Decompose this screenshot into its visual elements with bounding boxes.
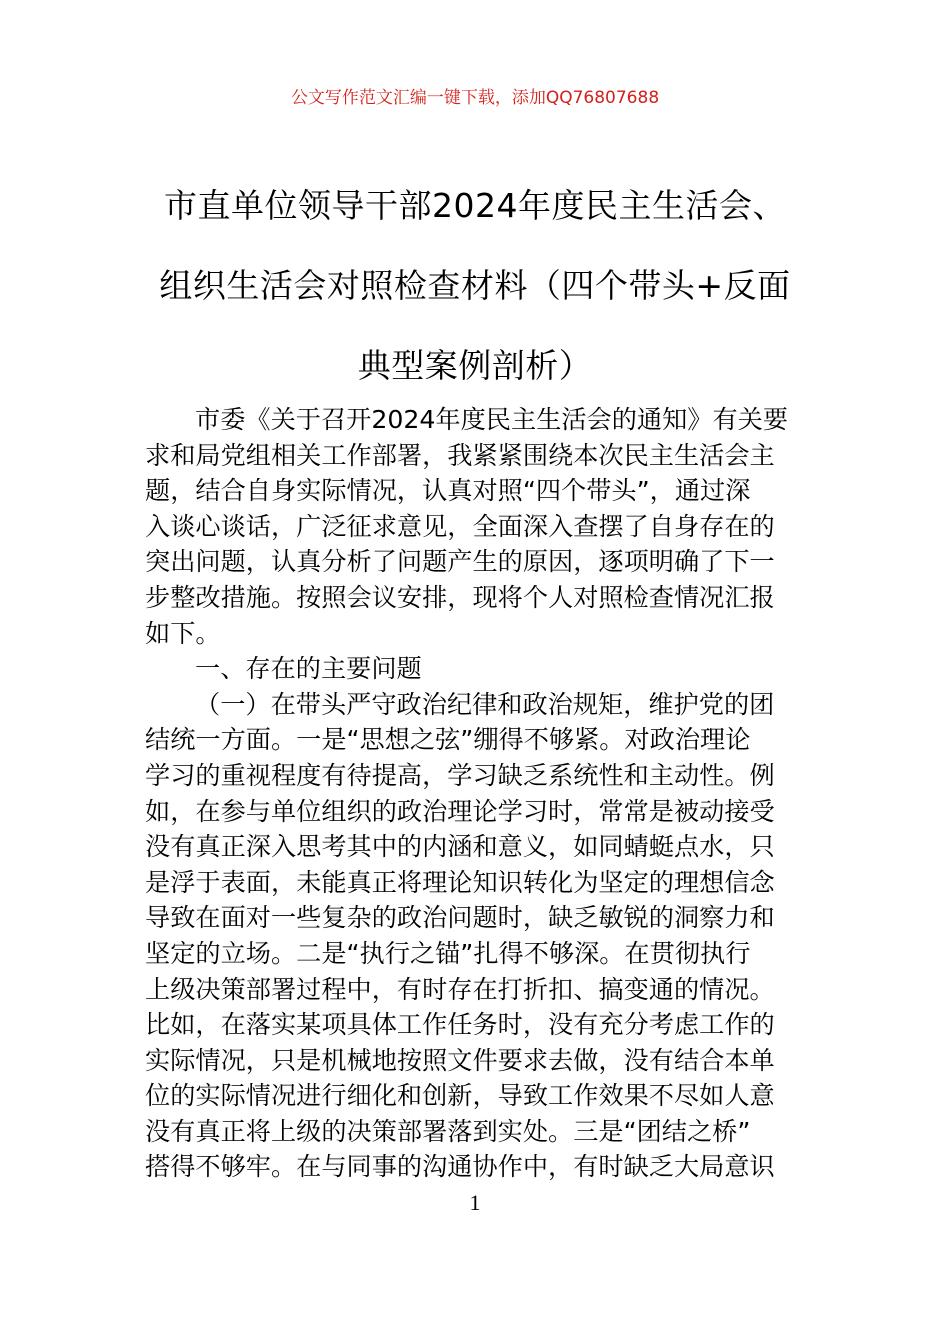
body-line: 是浮于表面，未能真正将理论知识转化为坚定的理想信念 — [145, 867, 775, 897]
body-line: 坚定的立场。二是“执行之锚”扎得不够深。在贯彻执行 — [145, 938, 751, 968]
page-number: 1 — [469, 1190, 481, 1215]
body-line: 搭得不够牢。在与同事的沟通协作中，有时缺乏大局意识 — [145, 1152, 775, 1182]
document-body — [145, 402, 811, 1185]
section-heading: 一、存在的主要问题 — [195, 654, 422, 684]
body-line: 如下。 — [145, 618, 221, 648]
body-line: 如，在参与单位组织的政治理论学习时，常常是被动接受 — [145, 796, 775, 826]
body-line: 比如，在落实某项具体工作任务时，没有充分考虑工作的 — [145, 1010, 775, 1040]
title-line-3: 典型案例剖析） — [357, 346, 593, 385]
body-line: 没有真正将上级的决策部署落到实处。三是“团结之桥” — [145, 1116, 751, 1146]
body-line: 没有真正深入思考其中的内涵和意义，如同蜻蜓点水，只 — [145, 832, 775, 862]
body-line: 实际情况，只是机械地按照文件要求去做，没有结合本单 — [145, 1045, 775, 1075]
header-banner: 公文写作范文汇编一键下载，添加QQ76807688 — [290, 88, 660, 108]
body-line: 突出问题，认真分析了问题产生的原因，逐项明确了下一 — [145, 547, 775, 577]
body-line: 求和局党组相关工作部署，我紧紧围绕本次民主生活会主 — [145, 440, 775, 470]
body-line: 导致在面对一些复杂的政治问题时，缺乏敏锐的洞察力和 — [145, 903, 775, 933]
title-line-2: 组织生活会对照检查材料（四个带头+反面 — [159, 266, 791, 305]
body-line: 题，结合自身实际情况，认真对照“四个带头”，通过深 — [145, 476, 751, 506]
body-line: 位的实际情况进行细化和创新，导致工作效果不尽如人意 — [145, 1081, 775, 1111]
body-line: 上级决策部署过程中，有时存在打折扣、搞变通的情况。 — [145, 974, 775, 1004]
document-title — [120, 166, 830, 406]
body-line: 结统一方面。一是“思想之弦”绷得不够紧。对政治理论 — [145, 725, 751, 755]
body-line: 市委《关于召开2024年度民主生活会的通知》有关要 — [195, 405, 789, 434]
body-line: 步整改措施。按照会议安排，现将个人对照检查情况汇报 — [145, 582, 775, 612]
body-line: （一）在带头严守政治纪律和政治规矩，维护党的团 — [195, 689, 775, 719]
body-line: 入谈心谈话，广泛征求意见，全面深入查摆了自身存在的 — [145, 511, 775, 541]
body-line: 学习的重视程度有待提高，学习缺乏系统性和主动性。例 — [145, 760, 775, 790]
title-line-1: 市直单位领导干部2024年度民主生活会、 — [164, 186, 786, 225]
